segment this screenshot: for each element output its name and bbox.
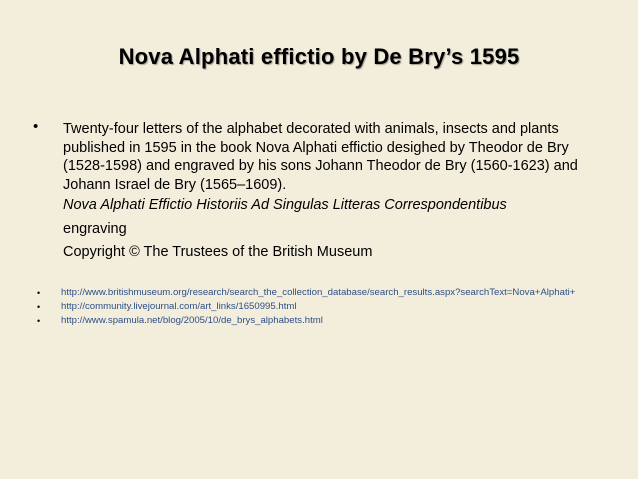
slide-title: Nova Alphati effictio by De Bry’s 1595 [118, 44, 520, 69]
main-paragraph: Twenty-four letters of the alphabet decorated with animals, insects and plants published in 1595 in the book Nova Alphati effictio desighed by Theodor de Bry (1528-1598) and engraved by his sons Johann Theodor de Bry (1560-1623) and Johann Israel de Bry (1565–1609). [63, 121, 578, 193]
copyright-text: Copyright © The Trustees of the British Museum [63, 244, 373, 260]
link-bullet: • [37, 316, 41, 326]
link-british-museum[interactable]: http://www.britishmuseum.org/research/search_the_collection_database/search_results.aspx?searchText=Nova+Alphati+ [61, 287, 576, 298]
work-title: Nova Alphati Effictio Historiis Ad Singulas Litteras Correspondentibus [63, 197, 507, 213]
link-bullet: • [37, 302, 41, 312]
link-livejournal[interactable]: http://community.livejournal.com/art_links/1650995.html [61, 301, 297, 312]
bullet-marker: • [33, 118, 39, 135]
medium-text: engraving [63, 221, 127, 237]
link-spamula[interactable]: http://www.spamula.net/blog/2005/10/de_brys_alphabets.html [61, 315, 323, 326]
link-bullet: • [37, 288, 41, 298]
